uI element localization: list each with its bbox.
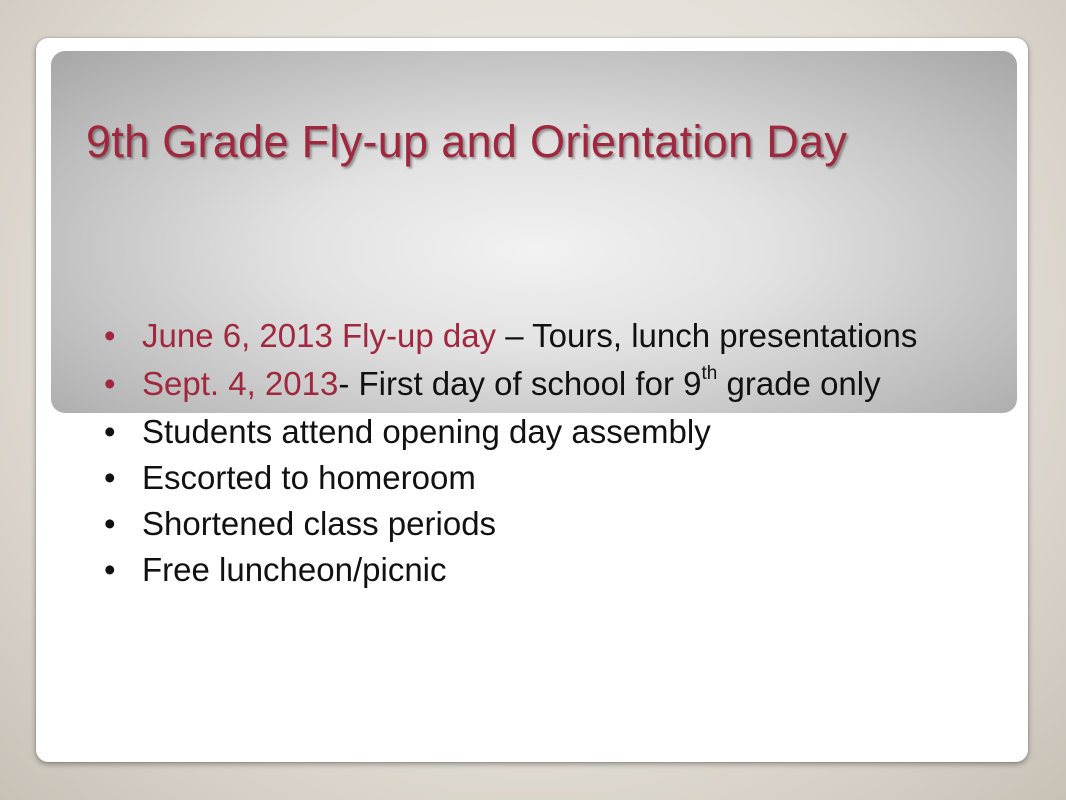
bullet-item [104, 550, 924, 590]
bullet-item [104, 364, 924, 404]
bullet-text: Free luncheon/picnic [142, 551, 447, 588]
bullet-highlight: June 6, 2013 Fly-up day [142, 317, 497, 354]
bullet-item [104, 412, 924, 452]
slide-title: 9th Grade Fly-up and Orientation Day [86, 116, 848, 167]
bullet-icon: • [104, 365, 116, 402]
bullet-text: Escorted to homeroom [142, 459, 476, 496]
bullet-list [104, 316, 924, 596]
bullet-text: Shortened class periods [142, 505, 497, 542]
bullet-text: – Tours, lunch presentations [496, 317, 918, 354]
bullet-item [104, 458, 924, 498]
bullet-icon: • [104, 317, 116, 354]
bullet-icon: • [104, 413, 116, 450]
bullet-text: grade only [717, 365, 881, 402]
bullet-highlight: Sept. 4, 2013 [142, 365, 339, 402]
bullet-icon: • [104, 505, 116, 542]
bullet-superscript: th [701, 363, 718, 384]
bullet-text: Students attend opening day assembly [142, 413, 711, 450]
bullet-text: - First day of school for 9 [338, 365, 702, 402]
bullet-icon: • [104, 551, 116, 588]
bullet-item [104, 316, 924, 356]
bullet-item [104, 504, 924, 544]
bullet-icon: • [104, 459, 116, 496]
